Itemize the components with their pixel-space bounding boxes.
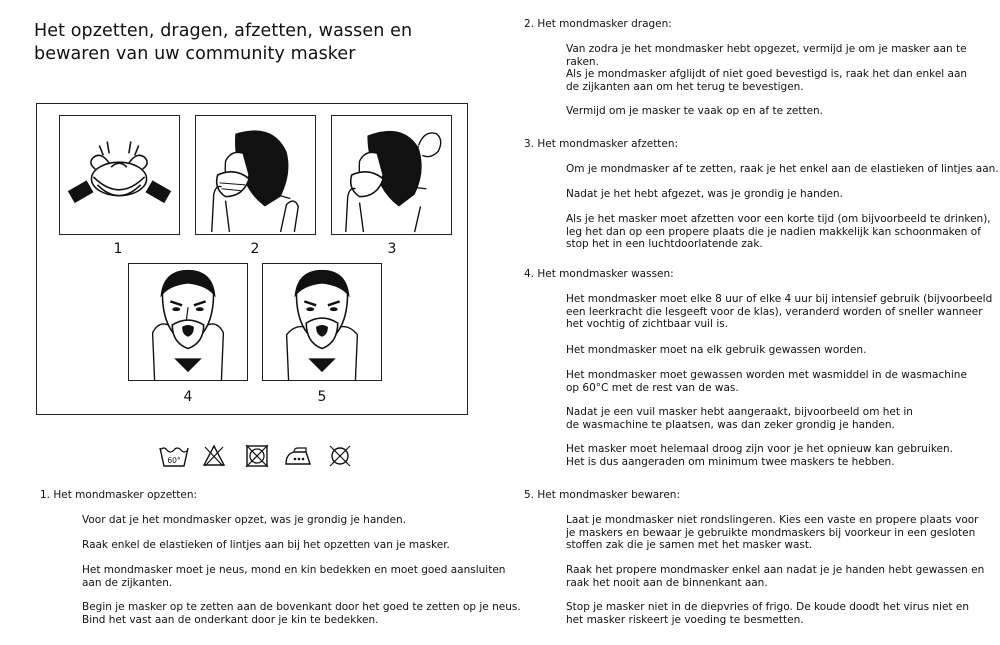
iron-icon xyxy=(284,444,312,468)
step-2-illustration xyxy=(195,115,316,235)
no-tumble-dry-icon xyxy=(245,444,269,468)
mask-over-face-icon xyxy=(196,116,315,234)
section-3-paragraph-3: Als je het masker moet afzetten voor een korte tijd (om bijvoorbeeld te drinken), leg het dan op een propere plaats die je nadien makkelijk kan schoonmaken of stop het in een luchtdoorlatende zak. xyxy=(566,213,991,251)
step-number-1: 1 xyxy=(113,241,123,257)
section-4-paragraph-3: Het mondmasker moet gewassen worden met wasmiddel in de wasmachine op 60°C met de rest van de was. xyxy=(566,369,967,394)
no-bleach-icon xyxy=(202,444,226,468)
step-number-2: 2 xyxy=(250,241,260,257)
section-4-paragraph-1: Het mondmasker moet elke 8 uur of elke 4 uur bij intensief gebruik (bijvoorbeeld een leerkracht die lesgeeft voor de klas), veranderd worden of sneller wanneer het vochtig of zichtbaar vuil is. xyxy=(566,293,993,331)
no-dry-clean-icon xyxy=(328,444,352,468)
step-number-5: 5 xyxy=(317,389,327,405)
section-3-paragraph-1: Om je mondmasker af te zetten, raak je het enkel aan de elastieken of lintjes aan. xyxy=(566,163,999,175)
section-4-paragraph-5: Het masker moet helemaal droog zijn voor je het opnieuw kan gebruiken. Het is dus aangeraden om minimum twee maskers te hebben. xyxy=(566,443,953,468)
section-4-title: 4. Het mondmasker wassen: xyxy=(524,268,674,280)
tying-mask-icon xyxy=(332,116,451,234)
wash-60-icon xyxy=(158,444,190,468)
section-2-paragraph-2: Als je mondmasker afglijdt of niet goed bevestigd is, raak het dan enkel aan de zijkanten aan om het terug te bevestigen. xyxy=(566,68,968,93)
step-1-illustration xyxy=(59,115,180,235)
section-3-paragraph-2: Nadat je het hebt afgezet, was je grondig je handen. xyxy=(566,188,843,200)
mask-fitted-front-icon xyxy=(263,264,381,380)
section-5-paragraph-3: Stop je masker niet in de diepvries of frigo. De koude doodt het virus niet en het masker riskeert je voeding te besmetten. xyxy=(566,601,969,626)
section-1-paragraph-2: Raak enkel de elastieken of lintjes aan bij het opzetten van je masker. xyxy=(82,539,450,551)
section-5-paragraph-1: Laat je mondmasker niet rondslingeren. Kies een vaste en propere plaats voor je maskers en bewaar je gebruikte mondmaskers bij voorkeur in een gesloten stoffen zak die je samen met het masker wast. xyxy=(566,514,979,552)
adjusting-mask-front-icon xyxy=(129,264,247,380)
section-4-paragraph-2: Het mondmasker moet na elk gebruik gewassen worden. xyxy=(566,344,867,356)
section-2-title: 2. Het mondmasker dragen: xyxy=(524,18,672,30)
section-1-paragraph-4: Begin je masker op te zetten aan de bovenkant door het goed te zetten op je neus. Bind het vast aan de onderkant door je kin te bedekken. xyxy=(82,601,521,626)
section-3-title: 3. Het mondmasker afzetten: xyxy=(524,138,679,150)
step-number-4: 4 xyxy=(183,389,193,405)
section-5-title: 5. Het mondmasker bewaren: xyxy=(524,489,680,501)
mask-in-hands-icon xyxy=(60,116,179,234)
section-1-paragraph-3: Het mondmasker moet je neus, mond en kin bedekken en moet goed aansluiten aan de zijkanten. xyxy=(82,564,506,589)
step-5-illustration xyxy=(262,263,382,381)
section-2-paragraph-3: Vermijd om je masker te vaak op en af te zetten. xyxy=(566,105,824,117)
step-4-illustration xyxy=(128,263,248,381)
steps-illustration xyxy=(36,103,468,415)
section-1-title: 1. Het mondmasker opzetten: xyxy=(40,489,198,501)
section-2-paragraph-1: Van zodra je het mondmasker hebt opgezet, vermijd je om je masker aan te raken. xyxy=(566,43,967,68)
section-5-paragraph-2: Raak het propere mondmasker enkel aan nadat je je handen hebt gewassen en raak het nooit aan de binnenkant aan. xyxy=(566,564,985,589)
page-title: Het opzetten, dragen, afzetten, wassen en bewaren van uw community masker xyxy=(34,21,413,64)
section-1-paragraph-1: Voor dat je het mondmasker opzet, was je grondig je handen. xyxy=(82,514,407,526)
section-4-paragraph-4: Nadat je een vuil masker hebt aangeraakt, bijvoorbeeld om het in de wasmachine te plaatsen, was dan zeker grondig je handen. xyxy=(566,406,913,431)
step-number-3: 3 xyxy=(387,241,397,257)
step-3-illustration xyxy=(331,115,452,235)
wash-temperature-label: 60° xyxy=(167,456,181,465)
